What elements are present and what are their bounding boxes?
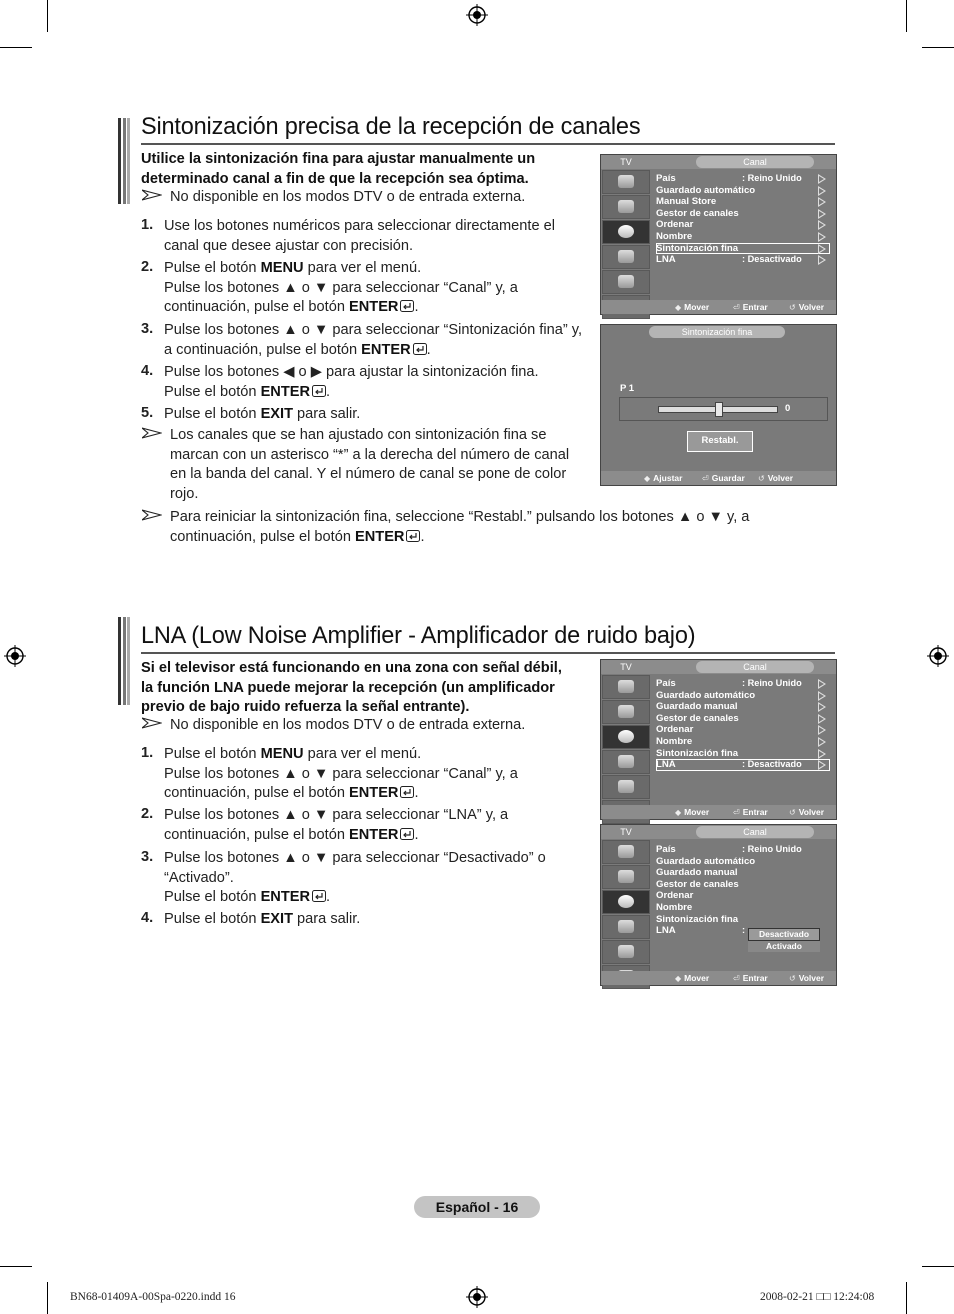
menu-item-lna[interactable]: LNA : [656, 925, 746, 937]
tv-footer [601, 471, 836, 485]
tv-sidebar [602, 675, 650, 825]
tab-canal: Canal [696, 661, 814, 673]
menu-item-pais[interactable]: País : Reino Unido [656, 678, 802, 689]
enter-icon [312, 385, 326, 397]
note-arrow-icon [142, 509, 162, 521]
menu-item-lna[interactable]: LNA : Desactivado [656, 759, 830, 771]
lna-dropdown[interactable] [748, 928, 820, 952]
note-text: Los canales que se han ajustado con sintonización fina se marcan con un asterisco “*” a la derecha del número de canal en la banda del canal. Y el número de canal se pone de color rojo. [170, 427, 570, 503]
note-text: No disponible en los modos DTV o de entrada externa. [170, 717, 526, 733]
enter-icon [400, 786, 414, 798]
tv-header [601, 825, 836, 839]
step-number: 4. [141, 910, 154, 926]
foot-volver: ↺ Volver [789, 807, 825, 817]
up-down-icon: ◆ [675, 303, 682, 312]
return-icon: ↺ [758, 474, 765, 483]
left-right-icon: ◆ [644, 474, 651, 483]
menu-item-ordenar[interactable]: Ordenar [656, 890, 694, 902]
picture-icon [602, 840, 650, 864]
step-text: Use los botones numéricos para seleccionar directamente el canal que desee ajustar con precisión. [164, 218, 555, 254]
tv-menu-screen [600, 659, 837, 820]
up-down-icon: ◆ [675, 974, 682, 983]
step-number: 2. [141, 806, 154, 822]
menu-list [656, 173, 830, 266]
enter-icon: ⏎ [733, 974, 740, 983]
input-icon [602, 270, 650, 294]
sound-icon [602, 700, 650, 724]
menu-item-sintonizacion-fina[interactable]: Sintonización fina [656, 913, 739, 925]
enter-icon [400, 300, 414, 312]
menu-item-gestor-canales[interactable]: Gestor de canales [656, 712, 739, 724]
option-desactivado[interactable]: Desactivado [748, 928, 820, 941]
reset-button[interactable]: Restabl. [687, 431, 753, 452]
return-icon: ↺ [789, 974, 796, 983]
tv-header [601, 660, 836, 674]
channel-icon [602, 220, 650, 244]
step-text: Pulse los botones ▲ o ▼ para seleccionar “Sintonización fina” y, a continuación, pulse el botón ENTER . [164, 322, 582, 358]
step-text: Pulse los botones ◀ o ▶ para ajustar la sintonización fina. Pulse el botón ENTER . [164, 364, 539, 400]
step-number: 4. [141, 363, 154, 379]
section-rule [141, 143, 835, 145]
registration-mark-icon [466, 4, 488, 26]
menu-item-ordenar[interactable]: Ordenar [656, 724, 694, 736]
foot-volver: ↺ Volver [789, 973, 825, 983]
menu-item-guardado-manual[interactable]: Guardado manual [656, 867, 738, 879]
section-bar [118, 118, 130, 204]
menu-item-guardado-automatico[interactable]: Guardado automático [656, 184, 756, 196]
fine-tune-value: 0 [785, 403, 791, 414]
menu-item-nombre[interactable]: Nombre [656, 735, 693, 747]
enter-icon: ⏎ [733, 303, 740, 312]
tab-canal: Canal [696, 156, 814, 168]
foot-volver: ↺ Volver [789, 302, 825, 312]
menu-item-guardado-automatico[interactable]: Guardado automático [656, 689, 756, 701]
foot-guardar: ⏎ Guardar [702, 473, 745, 483]
foot-entrar: ⏎ Entrar [733, 302, 768, 312]
step-text: Pulse el botón MENU para ver el menú. Pulse los botones ▲ o ▼ para seleccionar “Canal” y, a continuación, pulse el botón ENTER . [164, 260, 518, 316]
menu-item-sintonizacion-fina[interactable]: Sintonización fina [656, 243, 830, 255]
enter-icon [406, 530, 420, 542]
note-arrow-icon [142, 189, 162, 201]
step-text: Pulse el botón MENU para ver el menú. Pulse los botones ▲ o ▼ para seleccionar “Canal” y, a continuación, pulse el botón ENTER . [164, 746, 518, 802]
tv-sidebar [602, 170, 650, 320]
crop-mark [47, 0, 48, 32]
page-number-badge: Español - 16 [414, 1196, 540, 1218]
foot-ajustar: ◆ Ajustar [644, 473, 683, 483]
crop-mark [906, 1282, 907, 1314]
menu-item-guardado-manual[interactable]: Guardado manual [656, 701, 738, 713]
return-icon: ↺ [789, 303, 796, 312]
step-text: Pulse el botón EXIT para salir. [164, 911, 361, 927]
tv-footer [601, 300, 836, 314]
enter-icon [413, 343, 427, 355]
menu-list [656, 678, 830, 771]
crop-mark [922, 47, 954, 48]
channel-icon [602, 890, 650, 914]
footer-file-info: BN68-01409A-00Spa-0220.indd 16 [70, 1291, 236, 1303]
crop-mark [0, 1266, 32, 1267]
registration-mark-icon [927, 645, 949, 667]
menu-item-lna[interactable]: LNA : Desactivado [656, 254, 802, 266]
registration-mark-icon [466, 1286, 488, 1308]
crop-mark [0, 47, 32, 48]
tv-menu-screen [600, 154, 837, 315]
foot-volver: ↺ Volver [758, 473, 794, 483]
section-rule [141, 652, 835, 654]
foot-entrar: ⏎ Entrar [733, 807, 768, 817]
setup-icon [602, 750, 650, 774]
tv-menu-screen [600, 824, 837, 986]
input-icon [602, 940, 650, 964]
step-text: Pulse los botones ▲ o ▼ para seleccionar “Desactivado” o “Activado”. Pulse el botón ENTER . [164, 850, 546, 906]
menu-item-nombre[interactable]: Nombre [656, 901, 693, 913]
setup-icon [602, 245, 650, 269]
section-title: Sintonización precisa de la recepción de canales [141, 113, 641, 140]
intro-text: Si el televisor está funcionando en una zona con señal débil, la función LNA puede mejorar la recepción (un amplificador previo de bajo ruido refuerza la señal entrante). [141, 660, 562, 716]
step-number: 3. [141, 321, 154, 337]
channel-icon [602, 725, 650, 749]
enter-icon: ⏎ [702, 474, 709, 483]
slider-knob[interactable] [715, 402, 723, 417]
up-down-icon: ◆ [675, 808, 682, 817]
menu-item-sintonizacion-fina[interactable]: Sintonización fina [656, 747, 739, 759]
tab-tv: TV [620, 827, 632, 837]
foot-mover: ◆ Mover [675, 807, 710, 817]
tv-footer [601, 805, 836, 819]
tab-tv: TV [620, 157, 632, 167]
step-number: 5. [141, 405, 154, 421]
picture-icon [602, 170, 650, 194]
menu-item-guardado-automatico[interactable]: Guardado automático [656, 855, 756, 867]
intro-text: Utilice la sintonización fina para ajustar manualmente un determinado canal a fin de que la recepción sea óptima. [141, 151, 536, 187]
menu-item-pais[interactable]: País : Reino Unido [656, 844, 802, 855]
step-number: 1. [141, 745, 154, 761]
tv-header [601, 325, 836, 339]
registration-mark-icon [4, 645, 26, 667]
crop-mark [47, 1282, 48, 1314]
step-number: 1. [141, 217, 154, 233]
note-text: Para reiniciar la sintonización fina, seleccione “Restabl.” pulsando los botones ▲ o ▼ y, a continuación, pulse el botón ENTER . [170, 509, 750, 545]
tv-fine-tune-screen [600, 324, 837, 486]
tab-tv: TV [620, 662, 632, 672]
sound-icon [602, 865, 650, 889]
step-text: Pulse el botón EXIT para salir. [164, 406, 361, 422]
crop-mark [906, 0, 907, 32]
crop-mark [922, 1266, 954, 1267]
tab-canal: Canal [696, 826, 814, 838]
menu-item-ordenar[interactable]: Ordenar [656, 219, 694, 231]
picture-icon [602, 675, 650, 699]
note-text: No disponible en los modos DTV o de entrada externa. [170, 189, 526, 205]
enter-icon [400, 828, 414, 840]
input-icon [602, 775, 650, 799]
tv-footer [601, 971, 836, 985]
step-number: 3. [141, 849, 154, 865]
note-arrow-icon [142, 427, 162, 439]
setup-icon [602, 915, 650, 939]
tv-sidebar [602, 840, 650, 990]
menu-item-pais[interactable]: País : Reino Unido [656, 173, 802, 184]
foot-mover: ◆ Mover [675, 302, 710, 312]
option-activado[interactable]: Activado [748, 941, 820, 952]
enter-icon [312, 890, 326, 902]
step-text: Pulse los botones ▲ o ▼ para seleccionar “LNA” y, a continuación, pulse el botón ENTER . [164, 807, 509, 843]
menu-list [656, 844, 830, 937]
sound-icon [602, 195, 650, 219]
foot-entrar: ⏎ Entrar [733, 973, 768, 983]
section-bar [118, 617, 130, 705]
enter-icon: ⏎ [733, 808, 740, 817]
fine-tune-title: Sintonización fina [649, 326, 785, 338]
section-title: LNA (Low Noise Amplifier - Amplificador de ruido bajo) [141, 622, 696, 649]
step-number: 2. [141, 259, 154, 275]
menu-item-gestor-canales[interactable]: Gestor de canales [656, 878, 739, 890]
menu-item-manual-store[interactable]: Manual Store [656, 196, 717, 208]
menu-item-gestor-canales[interactable]: Gestor de canales [656, 207, 739, 219]
tv-header [601, 155, 836, 169]
note-arrow-icon [142, 717, 162, 729]
channel-label: P 1 [620, 383, 635, 394]
foot-mover: ◆ Mover [675, 973, 710, 983]
return-icon: ↺ [789, 808, 796, 817]
menu-item-nombre[interactable]: Nombre [656, 230, 693, 242]
footer-timestamp: 2008-02-21 □□ 12:24:08 [760, 1291, 875, 1303]
